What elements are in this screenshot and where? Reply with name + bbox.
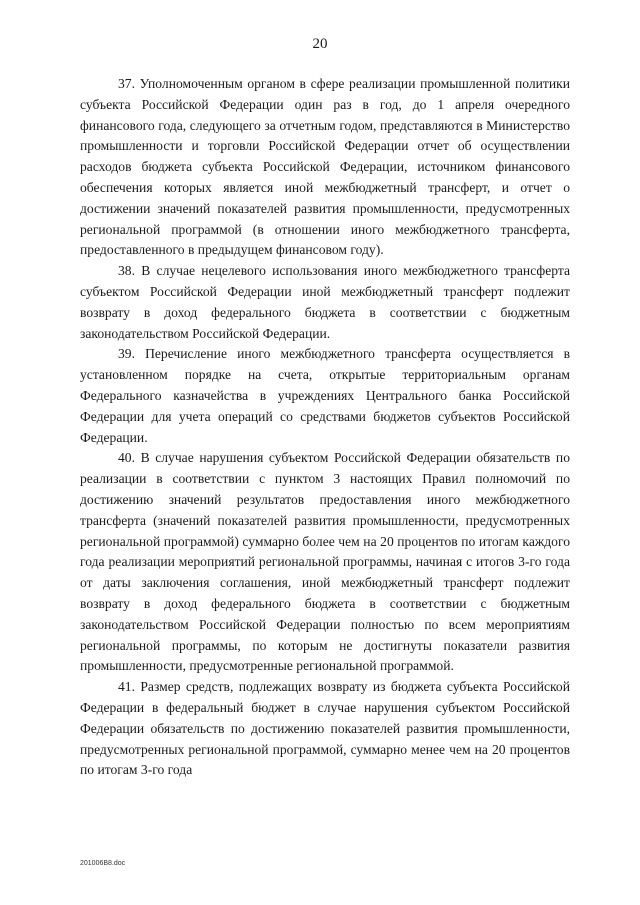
page-number: 20: [312, 36, 328, 52]
paragraph-38: 38. В случае нецелевого использования иного межбюджетного трансферта субъектом Российской Федерации иной межбюджетный трансферт подлежит возврату в доход федерального бюджета в соответствии с бюджетным законодательством Российской Федерации.: [80, 263, 570, 341]
file-name-footer: 201006B8.doc: [80, 860, 126, 867]
paragraph-39: 39. Перечисление иного межбюджетного трансферта осуществляется в установленном порядке на счета, открытые территориальным органам Федерального казначейства в учреждениях Центрального банка Российской Федерации для учета операций со средствами бюджетов субъектов Российской Федерации.: [80, 346, 570, 445]
paragraph-40: 40. В случае нарушения субъектом Российской Федерации обязательств по реализации в соответствии с пунктом 3 настоящих Правил полномочий по достижению значений результатов предоставления иного межбюджетного трансферта (значений показателей развития промышленности, предусмотренных региональной программой) суммарно более чем на 20 процентов по итогам каждого года реализации мероприятий региональной программы, начиная с итогов 3-го года от даты заключения соглашения, иной межбюджетный трансферт подлежит возврату в доход федерального бюджета в соответствии с бюджетным законодательством Российской Федерации полностью по всем мероприятиям региональной программы, по которым не достигнуты показатели развития промышленности, предусмотренные региональной программой.: [80, 450, 570, 674]
document-body: [80, 74, 570, 781]
paragraph-37: 37. Уполномоченным органом в сфере реализации промышленной политики субъекта Российской Федерации один раз в год, до 1 апреля очередного финансового года, следующего за отчетным годом, представляются в Министерство промышленности и торговли Российской Федерации отчет об осуществлении расходов бюджета субъекта Российской Федерации, источником финансового обеспечения которых является иной межбюджетный трансферт, и отчет о достижении значений показателей развития промышленности, предусмотренных региональной программой (в отношении иного межбюджетного трансферта, предоставленного в предыдущем финансовом году).: [80, 76, 570, 258]
paragraph-41: 41. Размер средств, подлежащих возврату из бюджета субъекта Российской Федерации в федеральный бюджет в случае нарушения субъектом Российской Федерации обязательств по достижению показателей развития промышленности, предусмотренных региональной программой, суммарно менее чем на 20 процентов по итогам 3-го года: [80, 679, 570, 778]
